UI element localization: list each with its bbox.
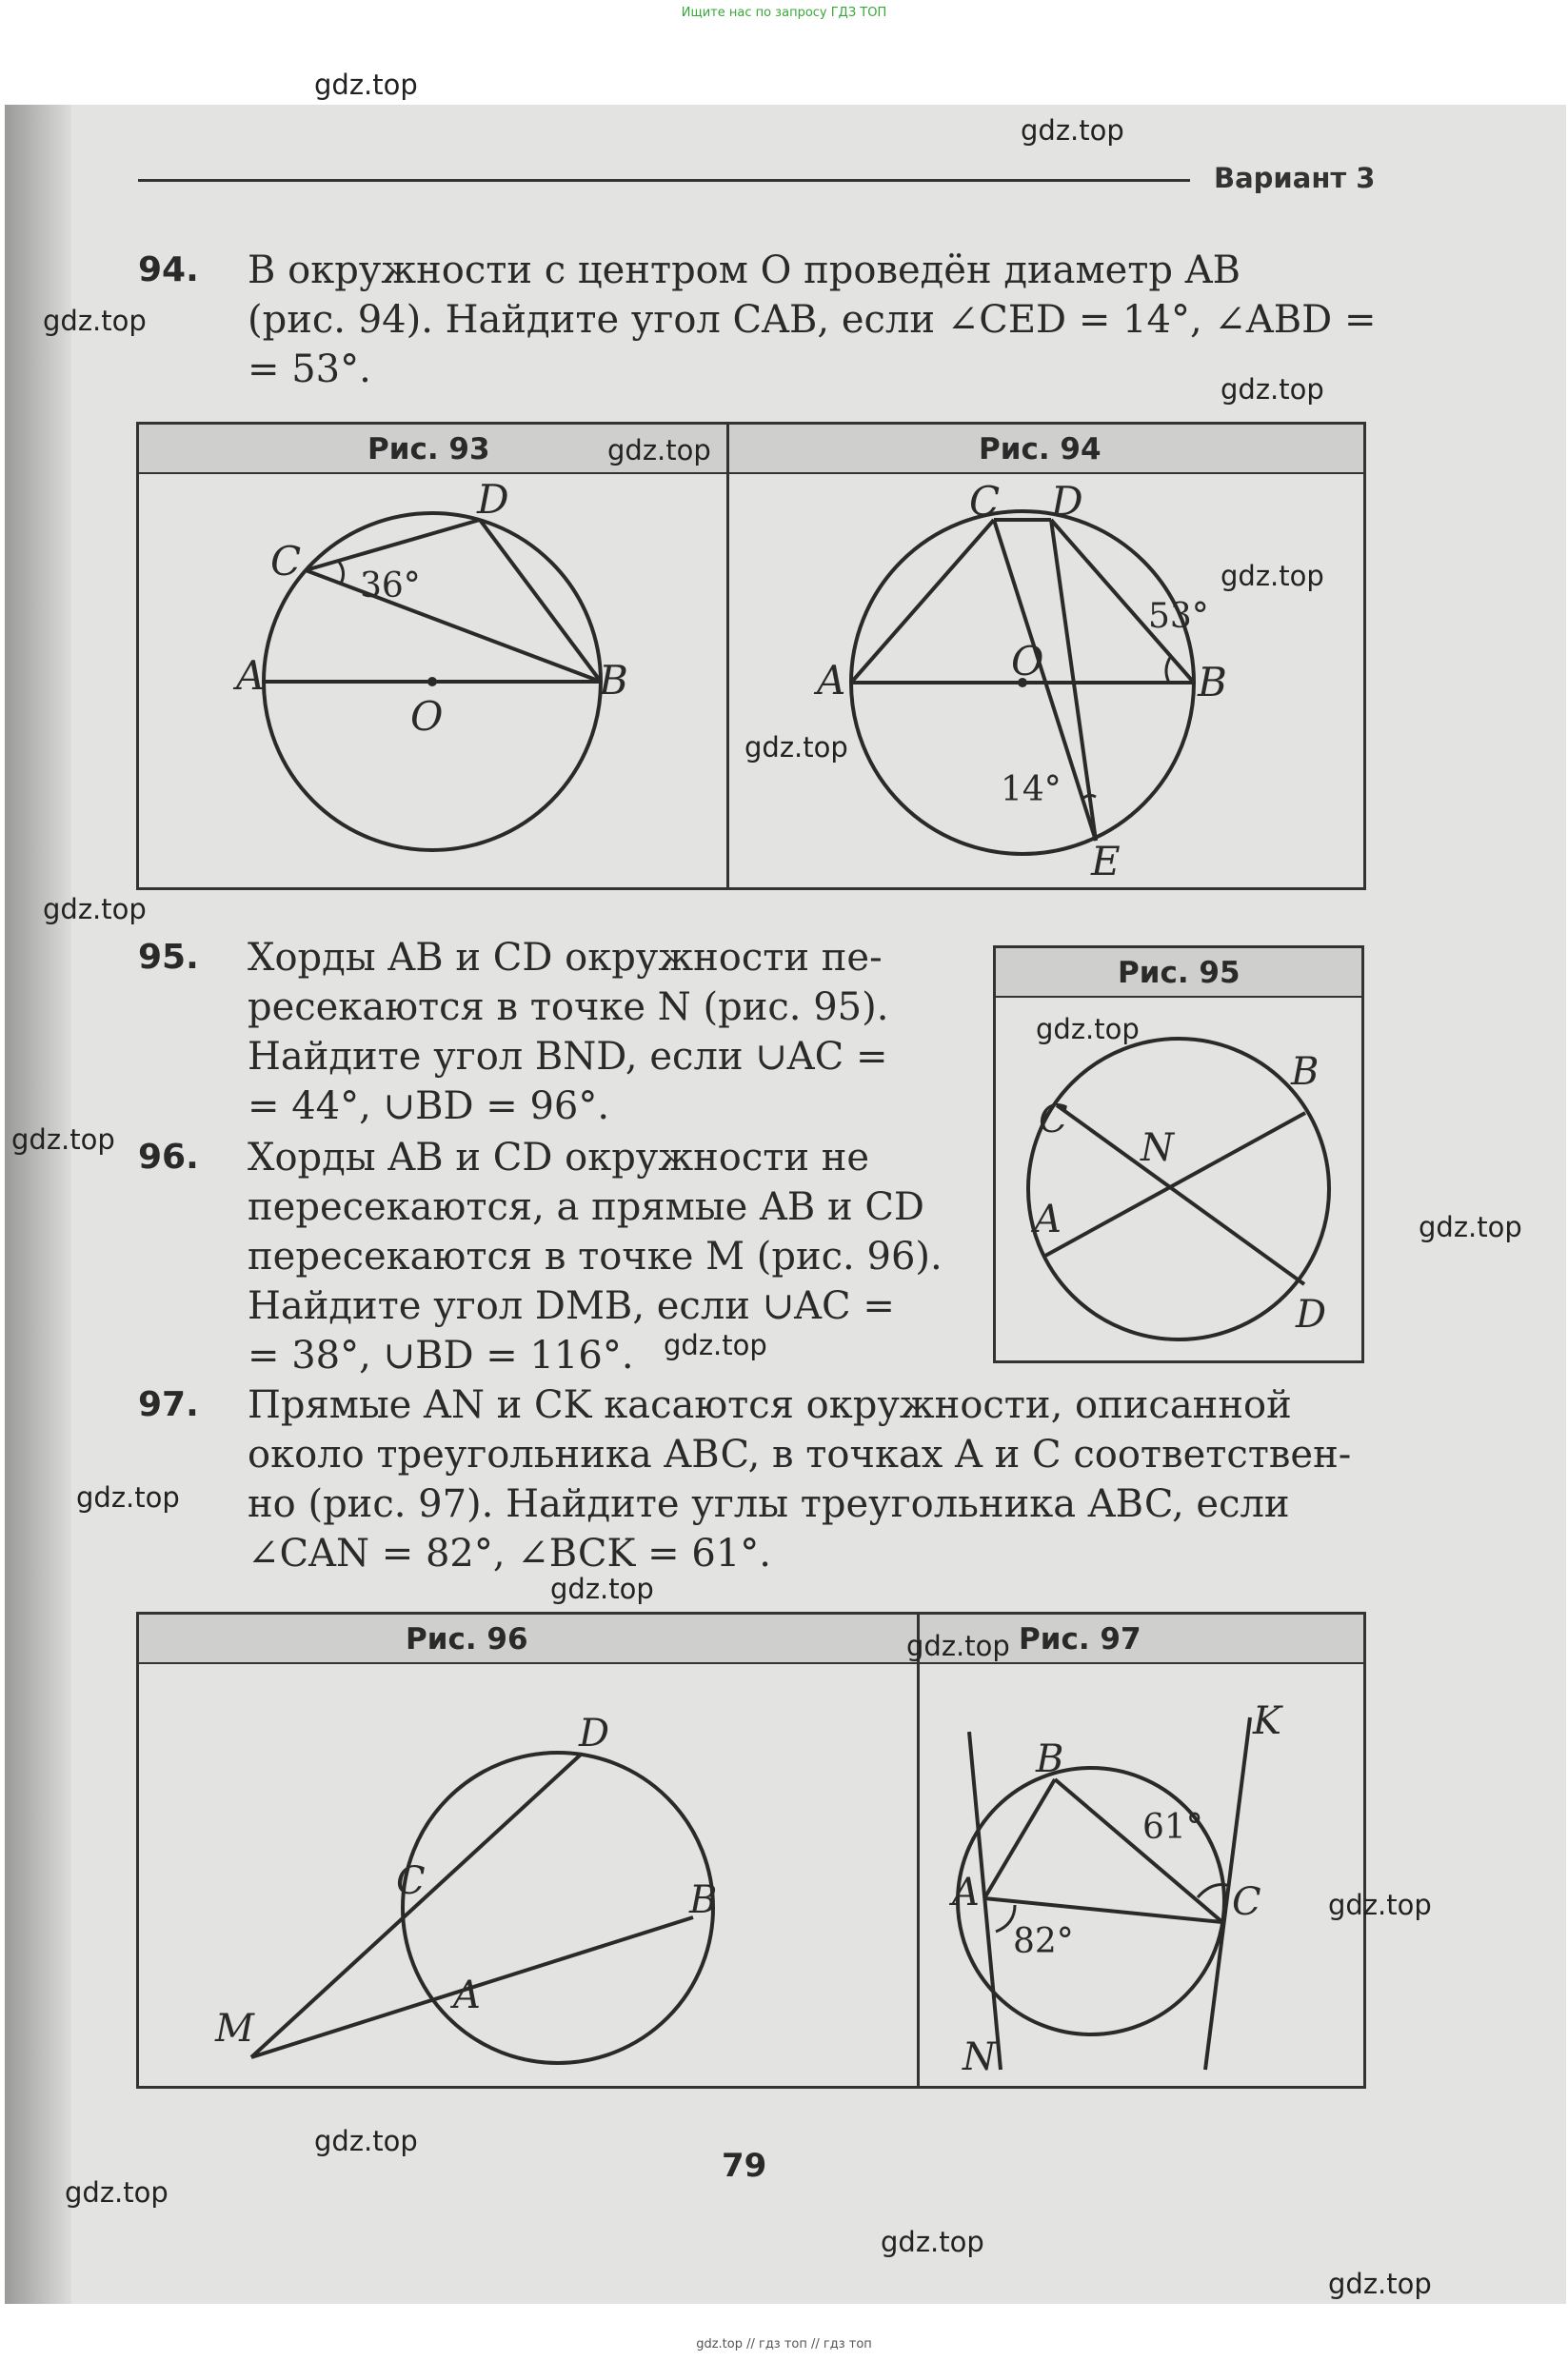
problem-text-line: ресекаются в точке N (рис. 95). [248,985,889,1029]
figure-title-95: Рис. 95 [1118,956,1241,990]
fig96-circle [403,1753,713,2063]
watermark: gdz.top [1221,373,1324,406]
watermark: gdz.top [11,1123,115,1156]
watermark: gdz.top [607,434,711,466]
problem-number: 96. [138,1138,199,1177]
figure-title-94: Рис. 94 [979,432,1102,466]
fig97-side-bc [1055,1779,1222,1922]
fig96-label-c: C [396,1859,426,1903]
problem-text-line: но (рис. 97). Найдите углы треугольника ABC, если [248,1482,1290,1526]
fig97-label-n: N [963,2035,996,2079]
fig97-side-ab [984,1779,1055,1898]
problem-text-line: Найдите угол BND, если ∪AC = [248,1035,888,1079]
watermark: gdz.top [76,1481,180,1514]
problem-text-line: пересекаются, а прямые AB и CD [248,1185,924,1229]
watermark: gdz.top [881,2226,984,2258]
figure-table-header [139,425,1363,474]
fig96-line-md [251,1754,582,2057]
fig94-label-e: E [1091,838,1121,884]
fig95-label-d: D [1296,1293,1327,1337]
problem-text-line: (рис. 94). Найдите угол CAB, если ∠CED = 14°, ∠ABD = [248,298,1377,342]
problem-text-line: пересекаются в точке M (рис. 96). [248,1235,943,1279]
figure-95-drawing [996,999,1361,1360]
variant-label: Вариант 3 [1214,162,1376,194]
figure-table-93-94 [136,422,1366,890]
figure-97-drawing [920,1665,1363,2084]
watermark: gdz.top [1036,1013,1140,1045]
figure-title-93: Рис. 93 [367,432,490,466]
watermark: gdz.top [43,893,147,925]
problem-text-line: В окружности с центром O проведён диаметр AB [248,248,1241,292]
bottom-banner: gdz.top // гдз топ // гдз топ [696,2337,872,2351]
figure-table-header [139,1615,1363,1664]
fig97-angle-label-61: 61° [1142,1808,1203,1847]
fig95-label-a: A [1034,1198,1062,1241]
fig94-label-d: D [1051,478,1083,525]
watermark: gdz.top [1221,560,1324,592]
fig93-label-b: B [599,657,628,704]
watermark: gdz.top [314,2125,418,2157]
watermark: gdz.top [664,1329,767,1361]
fig94-label-b: B [1198,659,1227,705]
problem-number: 97. [138,1385,199,1424]
watermark: gdz.top [65,2176,169,2209]
figure-93-drawing [139,475,726,884]
problem-text-line: = 53°. [248,347,371,391]
watermark: gdz.top [1328,2268,1432,2300]
fig94-angle-label-53: 53° [1148,597,1209,636]
page-number: 79 [722,2147,767,2185]
page-binding-shadow [5,105,71,2304]
figure-title-97: Рис. 97 [1019,1622,1141,1657]
fig93-chord-cb [306,570,601,682]
fig95-chord-ab [1045,1113,1305,1256]
problem-number: 94. [138,250,199,289]
watermark: gdz.top [314,69,418,101]
fig95-circle [1028,1039,1329,1339]
fig93-label-a: A [236,652,266,699]
fig97-angle-arc-82 [996,1905,1015,1932]
fig94-label-o: O [1011,638,1044,684]
fig95-label-c: C [1039,1098,1068,1141]
fig96-label-a: A [453,1974,481,2017]
problem-text-line: = 44°, ∪BD = 96°. [248,1084,610,1128]
fig93-angle-arc [339,562,344,584]
problem-text-line: около треугольника ABC, в точках A и C соответствен- [248,1433,1352,1477]
fig97-label-c: C [1232,1880,1261,1924]
fig97-label-b: B [1036,1737,1064,1781]
top-banner: Ищите нас по запросу ГДЗ ТОП [681,6,887,20]
fig96-label-m: M [215,2007,254,2051]
problem-text-line: Прямые AN и CK касаются окружности, описанной [248,1383,1292,1427]
fig95-label-n: N [1141,1126,1174,1170]
fig94-angle-arc-53 [1166,656,1171,683]
problem-text-line: Найдите угол DMB, если ∪AC = [248,1284,895,1328]
figure-table-96-97 [136,1612,1366,2089]
fig97-side-ac [984,1898,1222,1922]
fig94-label-c: C [969,478,1001,525]
figure-table-95 [993,945,1364,1363]
fig96-label-d: D [579,1712,610,1756]
fig95-label-b: B [1291,1050,1320,1094]
fig93-label-d: D [477,476,509,523]
watermark: gdz.top [43,305,147,337]
watermark: gdz.top [1419,1211,1522,1243]
watermark: gdz.top [1328,1889,1432,1921]
header-rule [138,179,1190,182]
fig93-center-dot [427,677,437,686]
fig94-label-a: A [817,657,846,704]
fig97-angle-label-82: 82° [1013,1922,1074,1961]
fig94-angle-label-14: 14° [1001,770,1062,809]
fig93-label-c: C [270,538,302,585]
watermark: gdz.top [906,1630,1010,1662]
problem-number: 95. [138,938,199,977]
figure-94-drawing [729,475,1364,884]
fig97-label-k: K [1253,1699,1281,1743]
watermark: gdz.top [550,1573,654,1605]
problem-text-line: Хорды AB и CD окружности не [248,1136,870,1180]
figure-96-drawing [139,1665,917,2084]
fig93-angle-label: 36° [360,566,421,605]
fig96-label-b: B [689,1878,718,1922]
problem-text-line: = 38°, ∪BD = 116°. [248,1334,634,1378]
problem-text-line: ∠CAN = 82°, ∠BCK = 61°. [248,1532,771,1576]
watermark: gdz.top [744,731,848,764]
fig97-label-a: A [952,1871,980,1915]
figure-title-96: Рис. 96 [406,1622,528,1657]
watermark: gdz.top [1021,114,1124,147]
fig93-label-o: O [410,693,444,740]
problem-text-line: Хорды AB и CD окружности пе- [248,936,883,980]
